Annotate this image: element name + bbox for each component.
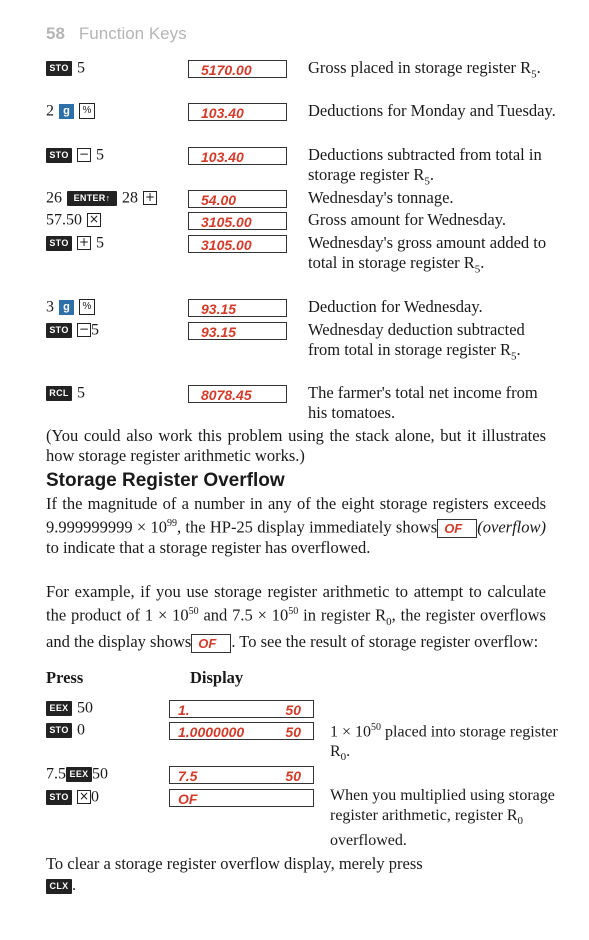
calculator-display: OF	[169, 789, 314, 807]
keystroke-value: 5	[91, 321, 99, 339]
calculator-display: 1. 50	[169, 700, 314, 718]
calculator-display: 7.5 50	[169, 766, 314, 784]
keystroke-value: 57.50	[46, 211, 82, 229]
step-description: Wednesday's gross amount added to total in storage register $R_5$.	[308, 233, 547, 276]
keystroke-row	[46, 383, 85, 403]
keystroke-row	[46, 210, 101, 230]
eex-key-icon: EEX	[46, 701, 72, 716]
sto-key-icon: STO	[46, 323, 72, 338]
clx-key-icon: CLX	[46, 879, 72, 894]
step-description: Deductions subtracted from total in storage register $R_5$.	[308, 145, 542, 188]
keystroke-row	[46, 698, 93, 718]
calculator-display: 5170.00	[188, 60, 287, 78]
calculator-display: 103.40	[188, 103, 287, 121]
step-description: When you multiplied using storage register arithmetic, register $R_0$ overflowed.	[330, 787, 555, 850]
keystroke-row	[46, 720, 85, 740]
section-name: Function Keys	[78, 24, 187, 43]
keystroke-row	[46, 188, 157, 208]
keystroke-value: 7.5	[46, 765, 66, 783]
keystroke-row	[46, 145, 104, 165]
times-key-icon: ×	[88, 212, 100, 227]
calculator-display: 1.0000000 50	[169, 722, 314, 740]
times-key-icon: ×	[78, 789, 90, 804]
step-description: Gross placed in storage register $R_5$.	[308, 58, 541, 81]
overflow-display-inline: OF	[191, 634, 231, 653]
percent-key-icon: %	[79, 103, 95, 119]
step-description: Wednesday deduction subtracted from total in storage register $R_5$.	[308, 320, 525, 363]
keystroke-row	[46, 101, 95, 121]
example-paragraph: For example, if you use storage register arithmetic to attempt to calculate the product of $1 \times 10^{50}$ and $7.5 \times 10^{50}$ in register $R_0$, the register overflows and the display shows OF . To see the result of storage register overflow:	[46, 582, 546, 651]
page-header	[46, 24, 187, 44]
press-column-header: Press	[46, 668, 84, 687]
sto-key-icon: STO	[46, 723, 72, 738]
calculator-display: 8078.45	[188, 385, 287, 403]
minus-key-icon: −	[78, 322, 90, 337]
keystroke-row: CLX .	[46, 876, 76, 896]
calculator-display: 3105.00	[188, 235, 287, 253]
keystroke-value: 5	[77, 59, 85, 77]
section-heading: Storage Register Overflow	[46, 470, 285, 491]
sto-key-icon: STO	[46, 236, 72, 251]
keystroke-value: 5	[96, 146, 104, 164]
keystroke-row	[46, 233, 104, 253]
step-description: Deduction for Wednesday.	[308, 297, 483, 316]
step-description: Gross amount for Wednesday.	[308, 210, 507, 229]
keystroke-row	[46, 787, 99, 807]
sto-key-icon: STO	[46, 790, 72, 805]
overflow-paragraph: If the magnitude of a number in any of the eight storage registers exceeds $9.999999999 \times 10^{99}$, the HP-25 display immediately shows OF (overflow) to indicate that a storage register has overflowed.	[46, 494, 546, 558]
plus-key-icon: +	[78, 235, 90, 250]
step-description: $1 \times 10^{50}$ placed into storage register $R_0$.	[330, 722, 558, 764]
g-key-icon: g	[59, 300, 74, 315]
display-column-header: Display	[190, 668, 244, 687]
note-paragraph: (You could also work this problem using the stack alone, but it illustrates how storage register arithmetic works.)	[46, 426, 546, 465]
step-description: The farmer's total net income from his tomatoes.	[308, 383, 538, 422]
keystroke-value: 0	[77, 721, 85, 739]
plus-key-icon: +	[144, 190, 156, 205]
keystroke-row	[46, 297, 95, 317]
calculator-display: 3105.00	[188, 212, 287, 230]
keystroke-value: 0	[91, 788, 99, 806]
calculator-display: 93.15	[188, 322, 287, 340]
keystroke-value: 2	[46, 102, 54, 120]
overflow-display-inline: OF	[437, 519, 477, 538]
calculator-display: 54.00	[188, 190, 287, 208]
keystroke-value: 26	[46, 189, 62, 207]
keystroke-value: 3	[46, 298, 54, 316]
percent-key-icon: %	[79, 299, 95, 315]
step-description: Wednesday's tonnage.	[308, 188, 454, 207]
keystroke-row	[46, 764, 108, 784]
keystroke-value: 28	[122, 189, 138, 207]
eex-key-icon: EEX	[66, 767, 92, 782]
calculator-display: 93.15	[188, 299, 287, 317]
step-description: Deductions for Monday and Tuesday.	[308, 101, 556, 120]
minus-key-icon: −	[78, 147, 90, 162]
keystroke-value: 50	[92, 765, 108, 783]
keystroke-row	[46, 58, 85, 78]
g-key-icon: g	[59, 104, 74, 119]
page-number: 58	[46, 24, 65, 43]
sto-key-icon: STO	[46, 61, 72, 76]
keystroke-value: 50	[77, 699, 93, 717]
keystroke-value: 5	[77, 384, 85, 402]
rcl-key-icon: RCL	[46, 386, 72, 401]
keystroke-row	[46, 320, 99, 340]
enter-key-icon: ENTER↑	[67, 191, 117, 206]
keystroke-value: 5	[96, 234, 104, 252]
calculator-display: 103.40	[188, 147, 287, 165]
closing-paragraph: To clear a storage register overflow display, merely press	[46, 854, 423, 873]
sto-key-icon: STO	[46, 148, 72, 163]
